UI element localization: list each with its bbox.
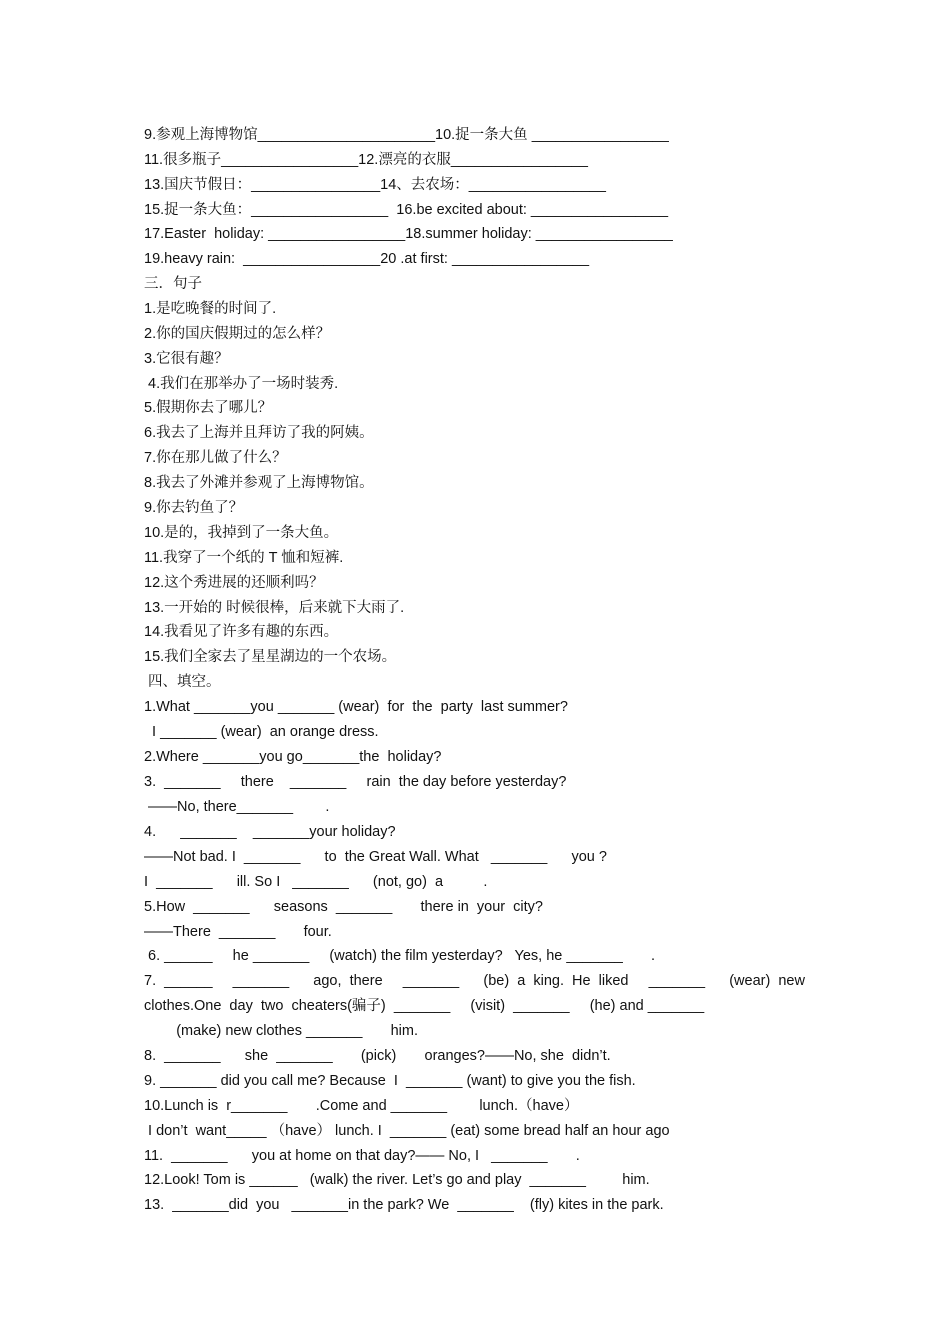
- vocab-line-15-16: 15.捉一条大鱼：_________________ 16.be excited about: _________________: [144, 202, 669, 218]
- fill-line-12: 12.Look! Tom is ______ (walk) the river. Let’s go and play _______ him.: [144, 1172, 650, 1188]
- vocab-line-19-20: 19.heavy rain: _________________20 .at first: _________________: [144, 251, 590, 267]
- sentence-8: 8.我去了外滩并参观了上海博物馆。: [144, 475, 374, 491]
- sentence-15: 15.我们全家去了星星湖边的一个农场。: [144, 649, 397, 665]
- fill-line-13: 13. _______did you _______in the park? We _______ (fly) kites in the park.: [144, 1197, 664, 1213]
- fill-line-10-cont: I don’t want_____ （have） lunch. I _______ (eat) some bread half an hour ago: [144, 1123, 670, 1139]
- sentence-12: 12.这个秀进展的还顺利吗？: [144, 575, 324, 591]
- fill-line-2: 2.Where _______you go_______the holiday?: [144, 749, 442, 765]
- section-heading-fill-blanks: 四、填空。: [144, 674, 221, 690]
- section-heading-sentences: 三．句子: [144, 276, 202, 292]
- fill-line-7-cont: clothes.One day two cheaters(骗子) _______ (visit) _______ (he) and _______: [144, 998, 705, 1014]
- sentence-3: 3.它很有趣？: [144, 351, 229, 367]
- fill-line-11: 11. _______ you at home on that day?—— No, I _______ .: [144, 1148, 580, 1164]
- sentence-13: 13.一开始的 时候很棒，后来就下大雨了.: [144, 600, 405, 616]
- sentence-4: 4.我们在那举办了一场时装秀.: [144, 376, 339, 392]
- fill-line-9: 9. _______ did you call me? Because I _______ (want) to give you the fish.: [144, 1073, 636, 1089]
- sentence-14: 14.我看见了许多有趣的东西。: [144, 624, 339, 640]
- sentence-11: 11.我穿了一个纸的 T 恤和短裤.: [144, 550, 344, 566]
- vocab-line-13-14: 13.国庆节假日：________________14、去农场：_________________: [144, 177, 606, 193]
- sentence-5: 5.假期你去了哪儿？: [144, 400, 273, 416]
- sentence-10: 10.是的，我掉到了一条大鱼。: [144, 525, 339, 541]
- sentence-1: 1.是吃晚餐的时间了.: [144, 301, 277, 317]
- sentence-7: 7.你在那儿做了什么？: [144, 450, 287, 466]
- fill-line-8: 8. _______ she _______ (pick) oranges?——No, she didn’t.: [144, 1048, 611, 1064]
- sentence-6: 6.我去了上海并且拜访了我的阿姨。: [144, 425, 374, 441]
- fill-line-4-reply: ——Not bad. I _______ to the Great Wall. What _______ you ?: [144, 849, 607, 865]
- vocab-line-11-12: 11.很多瓶子_________________12.漂亮的衣服_________________: [144, 152, 588, 168]
- fill-line-1-answer: I _______ (wear) an orange dress.: [144, 724, 379, 740]
- fill-line-10: 10.Lunch is r_______ .Come and _______ lunch.（have）: [144, 1098, 579, 1114]
- fill-line-1: 1.What _______you _______ (wear) for the party last summer?: [144, 699, 568, 715]
- fill-line-7: 7. ______ _______ ago, there _______ (be) a king. He liked _______ (wear) new: [144, 973, 805, 989]
- sentence-9: 9.你去钓鱼了？: [144, 500, 244, 516]
- fill-line-3-answer: ——No, there_______ .: [144, 799, 330, 815]
- fill-line-4-reply-2: I _______ ill. So I _______ (not, go) a .: [144, 874, 488, 890]
- vocab-line-9-10: 9.参观上海博物馆______________________10.捉一条大鱼 _________________: [144, 127, 669, 143]
- fill-line-7-cont-2: (make) new clothes _______ him.: [144, 1023, 419, 1039]
- fill-line-5-answer: ——There _______ four.: [144, 924, 332, 940]
- fill-line-3: 3. _______ there _______ rain the day before yesterday?: [144, 774, 567, 790]
- fill-line-6: 6. ______ he _______ (watch) the film yesterday? Yes, he _______ .: [144, 948, 656, 964]
- sentence-2: 2.你的国庆假期过的怎么样？: [144, 326, 331, 342]
- fill-line-5: 5.How _______ seasons _______ there in your city?: [144, 899, 543, 915]
- fill-line-4: 4. _______ _______your holiday?: [144, 824, 396, 840]
- vocab-line-17-18: 17.Easter holiday: _________________18.summer holiday: _________________: [144, 226, 673, 242]
